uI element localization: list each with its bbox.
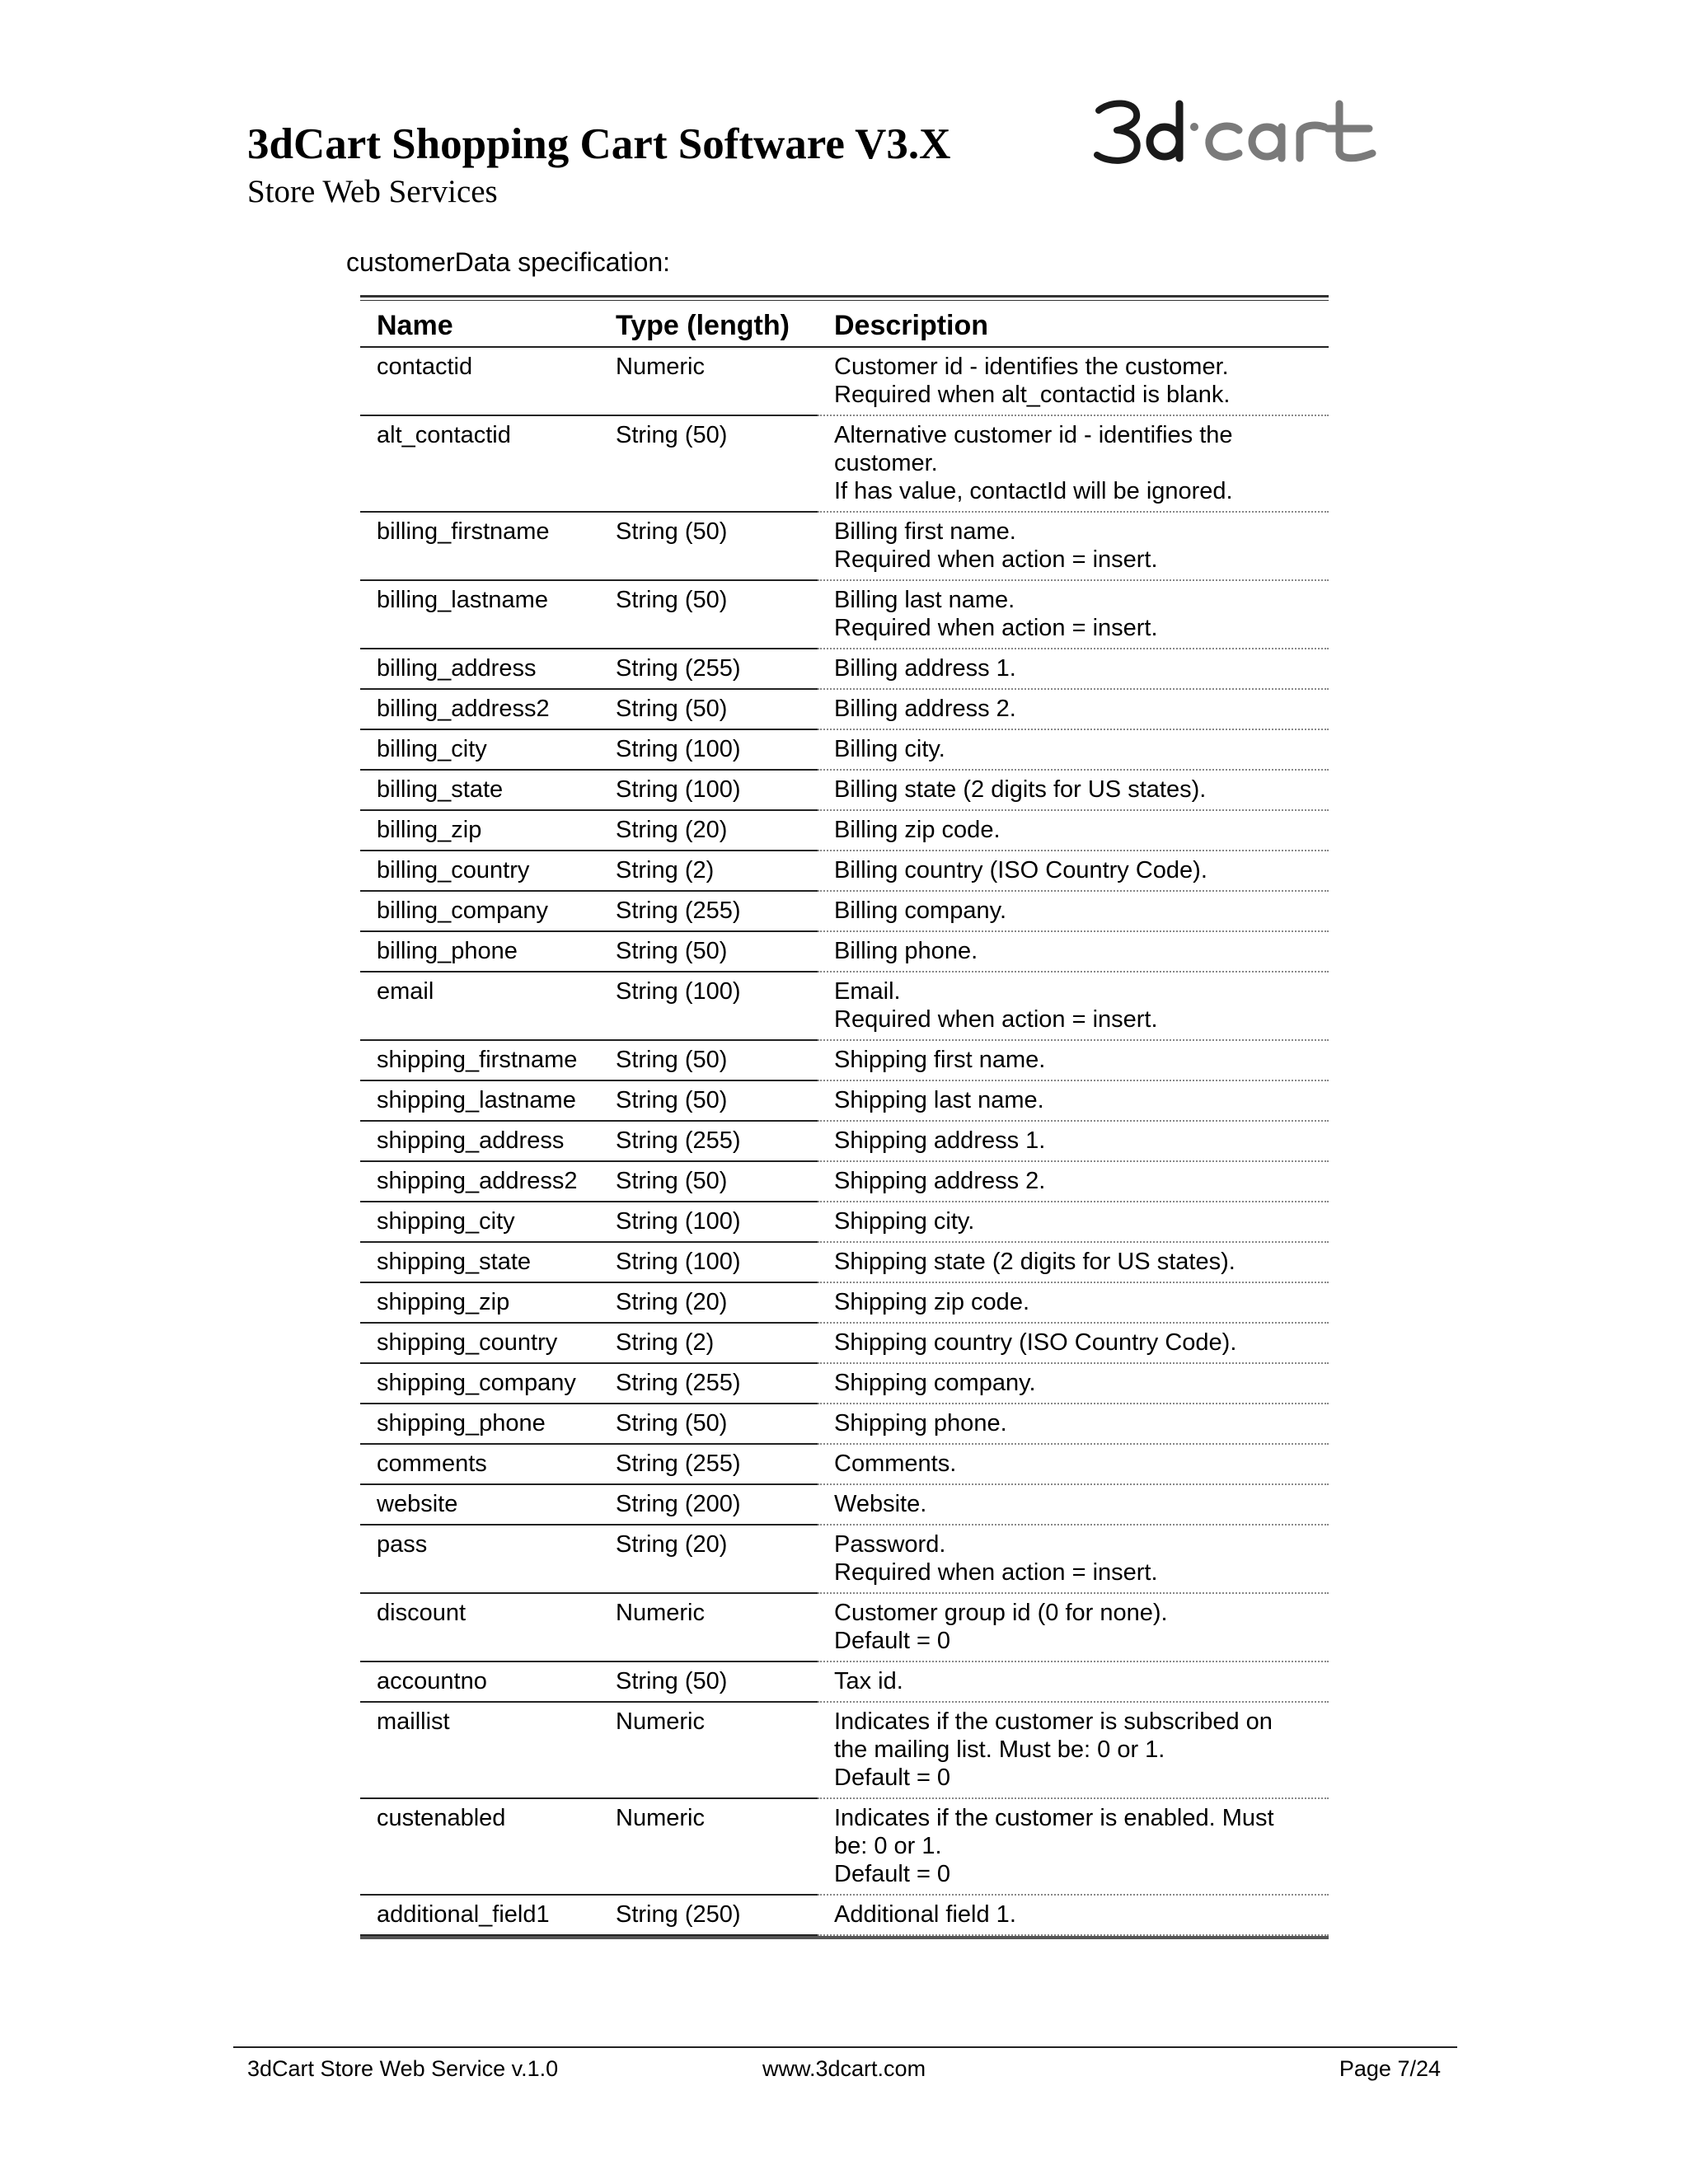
field-name-cell: accountno [360, 1661, 599, 1702]
field-name-cell: shipping_address2 [360, 1161, 599, 1202]
field-type-cell: String (50) [599, 1080, 818, 1121]
field-name-cell: billing_country [360, 851, 599, 891]
field-name-cell: discount [360, 1593, 599, 1661]
table-row [360, 1404, 1329, 1444]
field-name-cell: pass [360, 1525, 599, 1593]
field-description-cell [818, 1895, 1329, 1935]
table-row [360, 972, 1329, 1040]
description-line: Required when action = insert. [834, 1006, 1158, 1033]
field-type-cell: Numeric [599, 347, 818, 415]
description-line: Shipping address 2. [834, 1168, 1046, 1194]
field-name-cell: billing_address [360, 649, 599, 689]
table-row [360, 1895, 1329, 1935]
table-top-rule [360, 295, 1329, 298]
description-line: Billing address 2. [834, 696, 1016, 722]
table-row [360, 931, 1329, 972]
description-line: Shipping address 1. [834, 1127, 1046, 1154]
description-line: Shipping country (ISO Country Code). [834, 1329, 1237, 1356]
field-type-cell: String (255) [599, 1121, 818, 1161]
field-description-cell [818, 1121, 1329, 1161]
description-line: Tax id. [834, 1668, 903, 1694]
field-name-cell: billing_phone [360, 931, 599, 972]
description-line: Billing state (2 digits for US states). [834, 776, 1207, 803]
field-type-cell: String (2) [599, 1323, 818, 1363]
field-name-cell: billing_lastname [360, 580, 599, 649]
table-row [360, 1202, 1329, 1242]
footer-website: www.3dcart.com [762, 2056, 926, 2081]
field-type-cell: String (50) [599, 1161, 818, 1202]
spec-section-label: customerData specification: [346, 247, 671, 277]
table-row [360, 1444, 1329, 1484]
description-line: the mailing list. Must be: 0 or 1. [834, 1736, 1165, 1763]
field-type-cell: String (20) [599, 810, 818, 851]
description-line: Billing zip code. [834, 817, 1001, 843]
description-line: If has value, contactId will be ignored. [834, 478, 1233, 504]
table-row [360, 851, 1329, 891]
document-subtitle: Store Web Services [247, 174, 498, 209]
table-row [360, 1040, 1329, 1080]
field-description-cell [818, 1525, 1329, 1593]
description-line: Billing last name. [834, 587, 1015, 613]
field-name-cell: custenabled [360, 1798, 599, 1895]
field-type-cell: String (50) [599, 1040, 818, 1080]
description-line: Shipping company. [834, 1370, 1036, 1396]
field-name-cell: comments [360, 1444, 599, 1484]
description-line: Email. [834, 978, 901, 1005]
footer-document-name: 3dCart Store Web Service v.1.0 [247, 2056, 559, 2081]
field-name-cell: additional_field1 [360, 1895, 599, 1935]
description-line: Indicates if the customer is enabled. Must [834, 1805, 1274, 1831]
field-type-cell: String (50) [599, 512, 818, 580]
table-row [360, 1593, 1329, 1661]
description-line: Shipping zip code. [834, 1289, 1029, 1315]
field-name-cell: shipping_state [360, 1242, 599, 1282]
description-line: Billing company. [834, 898, 1007, 924]
field-description-cell [818, 1282, 1329, 1323]
table-row [360, 512, 1329, 580]
description-line: Alternative customer id - identifies the [834, 422, 1233, 448]
description-line: Required when action = insert. [834, 1559, 1158, 1586]
field-type-cell: String (20) [599, 1282, 818, 1323]
field-description-cell [818, 1404, 1329, 1444]
field-name-cell: maillist [360, 1702, 599, 1798]
field-type-cell: String (100) [599, 729, 818, 770]
table-row [360, 1363, 1329, 1404]
description-line: Default = 0 [834, 1861, 951, 1887]
table-row [360, 1121, 1329, 1161]
table-row [360, 729, 1329, 770]
table-row [360, 1525, 1329, 1593]
description-line: Additional field 1. [834, 1901, 1016, 1928]
field-name-cell: billing_state [360, 770, 599, 810]
field-description-cell [818, 1323, 1329, 1363]
field-type-cell: String (50) [599, 1404, 818, 1444]
table-row [360, 1282, 1329, 1323]
field-type-cell: String (255) [599, 1444, 818, 1484]
field-type-cell: String (250) [599, 1895, 818, 1935]
field-name-cell: billing_zip [360, 810, 599, 851]
field-type-cell: String (2) [599, 851, 818, 891]
field-type-cell: Numeric [599, 1593, 818, 1661]
table-row [360, 649, 1329, 689]
table-row [360, 1484, 1329, 1525]
description-line: Required when action = insert. [834, 615, 1158, 641]
spec-table-container [360, 295, 1329, 1939]
field-name-cell: billing_address2 [360, 689, 599, 729]
field-type-cell: String (50) [599, 931, 818, 972]
description-line: Default = 0 [834, 1765, 951, 1791]
field-type-cell: String (50) [599, 1661, 818, 1702]
description-line: Billing address 1. [834, 655, 1016, 682]
field-description-cell [818, 729, 1329, 770]
field-name-cell: email [360, 972, 599, 1040]
description-line: Billing phone. [834, 938, 978, 964]
field-type-cell: String (50) [599, 580, 818, 649]
field-name-cell: shipping_firstname [360, 1040, 599, 1080]
field-name-cell: shipping_city [360, 1202, 599, 1242]
footer-page-number: Page 7/24 [1339, 2056, 1441, 2081]
field-description-cell [818, 649, 1329, 689]
field-description-cell [818, 1702, 1329, 1798]
description-line: Required when alt_contactid is blank. [834, 382, 1231, 408]
field-description-cell [818, 1484, 1329, 1525]
table-header-row [360, 301, 1329, 347]
field-description-cell [818, 580, 1329, 649]
description-line: be: 0 or 1. [834, 1833, 942, 1859]
field-name-cell: billing_city [360, 729, 599, 770]
description-line: Billing country (ISO Country Code). [834, 857, 1207, 883]
field-description-cell [818, 415, 1329, 512]
field-description-cell [818, 891, 1329, 931]
field-name-cell: billing_firstname [360, 512, 599, 580]
field-name-cell: alt_contactid [360, 415, 599, 512]
field-description-cell [818, 1798, 1329, 1895]
field-type-cell: String (50) [599, 689, 818, 729]
table-row [360, 415, 1329, 512]
description-line: Billing city. [834, 736, 945, 762]
field-name-cell: billing_company [360, 891, 599, 931]
field-name-cell: shipping_address [360, 1121, 599, 1161]
table-row [360, 1323, 1329, 1363]
table-row [360, 770, 1329, 810]
column-header-type: Type (length) [599, 301, 818, 347]
description-line: Required when action = insert. [834, 546, 1158, 573]
table-row [360, 1702, 1329, 1798]
field-description-cell [818, 931, 1329, 972]
table-row [360, 1661, 1329, 1702]
field-type-cell: String (100) [599, 972, 818, 1040]
description-line: Shipping last name. [834, 1087, 1044, 1113]
column-header-name: Name [360, 301, 599, 347]
table-row [360, 347, 1329, 415]
field-type-cell: String (100) [599, 1242, 818, 1282]
field-name-cell: website [360, 1484, 599, 1525]
description-line: Customer group id (0 for none). [834, 1600, 1168, 1626]
table-bottom-rule [360, 1936, 1329, 1939]
description-line: Shipping city. [834, 1208, 975, 1235]
field-description-cell [818, 1202, 1329, 1242]
table-row [360, 810, 1329, 851]
field-type-cell: String (100) [599, 1202, 818, 1242]
description-line: customer. [834, 450, 938, 476]
description-line: Indicates if the customer is subscribed on [834, 1708, 1273, 1735]
document-title: 3dCart Shopping Cart Software V3.X [247, 120, 951, 168]
field-name-cell: shipping_lastname [360, 1080, 599, 1121]
customer-data-spec-table [360, 301, 1329, 1936]
field-type-cell: String (50) [599, 415, 818, 512]
description-line: Default = 0 [834, 1628, 951, 1654]
table-row [360, 1080, 1329, 1121]
field-description-cell [818, 770, 1329, 810]
table-row [360, 1161, 1329, 1202]
field-type-cell: String (255) [599, 1363, 818, 1404]
field-description-cell [818, 1161, 1329, 1202]
field-type-cell: String (255) [599, 649, 818, 689]
table-body [360, 347, 1329, 1935]
table-row [360, 580, 1329, 649]
field-description-cell [818, 1444, 1329, 1484]
description-line: Shipping first name. [834, 1047, 1046, 1073]
field-type-cell: Numeric [599, 1798, 818, 1895]
field-type-cell: String (200) [599, 1484, 818, 1525]
field-description-cell [818, 1661, 1329, 1702]
field-description-cell [818, 851, 1329, 891]
field-type-cell: Numeric [599, 1702, 818, 1798]
footer-rule [233, 2046, 1457, 2048]
field-type-cell: String (255) [599, 891, 818, 931]
field-name-cell: shipping_country [360, 1323, 599, 1363]
field-description-cell [818, 1080, 1329, 1121]
field-type-cell: String (100) [599, 770, 818, 810]
field-name-cell: shipping_phone [360, 1404, 599, 1444]
description-line: Customer id - identifies the customer. [834, 354, 1229, 380]
column-header-description: Description [818, 301, 1329, 347]
field-type-cell: String (20) [599, 1525, 818, 1593]
description-line: Website. [834, 1491, 927, 1517]
field-description-cell [818, 512, 1329, 580]
field-description-cell [818, 689, 1329, 729]
table-row [360, 1798, 1329, 1895]
field-description-cell [818, 810, 1329, 851]
field-description-cell [818, 1242, 1329, 1282]
3dcart-logo [1092, 92, 1381, 171]
description-line: Shipping phone. [834, 1410, 1007, 1436]
field-description-cell [818, 1040, 1329, 1080]
table-row [360, 891, 1329, 931]
table-row [360, 689, 1329, 729]
field-description-cell [818, 347, 1329, 415]
field-name-cell: shipping_zip [360, 1282, 599, 1323]
description-line: Comments. [834, 1451, 957, 1477]
field-name-cell: shipping_company [360, 1363, 599, 1404]
description-line: Billing first name. [834, 518, 1016, 545]
description-line: Shipping state (2 digits for US states). [834, 1249, 1236, 1275]
field-name-cell: contactid [360, 347, 599, 415]
field-description-cell [818, 972, 1329, 1040]
field-description-cell [818, 1363, 1329, 1404]
field-description-cell [818, 1593, 1329, 1661]
description-line: Password. [834, 1531, 946, 1558]
table-row [360, 1242, 1329, 1282]
